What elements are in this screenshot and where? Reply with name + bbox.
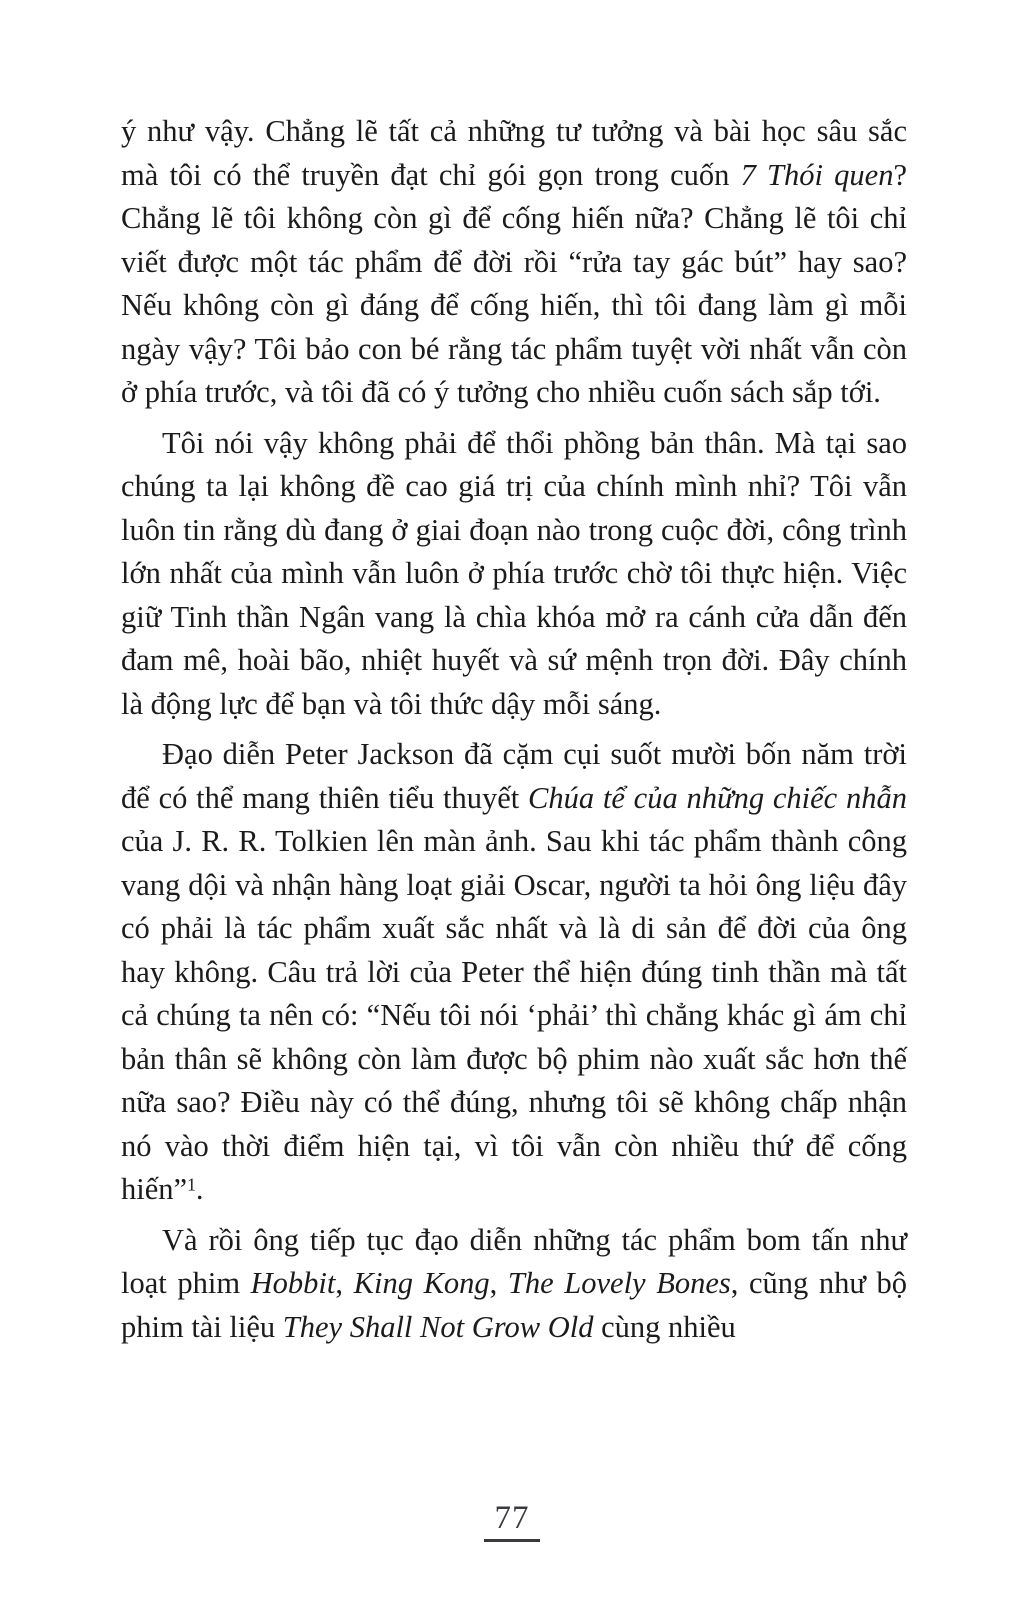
- text-run: Và rồi ông tiếp tục đạo diễn những tác phẩm bom tấn như loạt phim: [121, 1222, 907, 1300]
- text-run: ý như vậy. Chẳng lẽ tất cả những tư tưởng và bài học sâu sắc mà tôi có thể truyền đạt chỉ gói gọn trong cuốn: [121, 114, 907, 192]
- italic-title-run: Hobbit: [250, 1266, 336, 1300]
- body-text: [121, 110, 907, 1349]
- page-footer: [0, 1500, 1024, 1542]
- text-run: , cũng như bộ phim tài liệu: [121, 1266, 908, 1344]
- text-run: ,: [335, 1266, 354, 1300]
- text-run: Đạo diễn Peter Jackson đã cặm cụi suốt mười bốn năm trời để có thể mang thiên tiểu thuyết: [121, 737, 907, 815]
- paragraph-1: [121, 110, 907, 415]
- footer-rule: [484, 1539, 540, 1542]
- italic-title-run: 7 Thói quen: [740, 157, 894, 192]
- text-run: ,: [489, 1266, 508, 1300]
- text-run: Tôi nói vậy không phải để thổi phồng bản thân. Mà tại sao chúng ta lại không đề cao giá trị của chính mình nhỉ? Tôi vẫn luôn tin rằng dù đang ở giai đoạn nào trong cuộc đời, công trình lớn nhất của mình vẫn luôn ở phía trước chờ tôi thực hiện. Việc giữ Tinh thần Ngân vang là chìa khóa mở ra cánh cửa dẫn đến đam mê, hoài bão, nhiệt huyết và sứ mệnh trọn đời. Đây chính là động lực để bạn và tôi thức dậy mỗi sáng.: [121, 425, 907, 721]
- text-run: của J. R. R. Tolkien lên màn ảnh. Sau khi tác phẩm thành công vang dội và nhận hàng loạt giải Oscar, người ta hỏi ông liệu đây có phải là tác phẩm xuất sắc nhất và là di sản để đời của ông hay không. Câu trả lời của Peter thể hiện đúng tinh thần mà tất cả chúng ta nên có: “Nếu tôi nói ‘phải’ thì chẳng khác gì ám chỉ bản thân sẽ không còn làm được bộ phim nào xuất sắc hơn thế nữa sao? Điều này có thể đúng, nhưng tôi sẽ không chấp nhận nó vào thời điểm hiện tại, vì tôi vẫn còn nhiều thứ để cống hiến”: [121, 824, 907, 1206]
- paragraph-2: [121, 422, 907, 727]
- italic-title-run: The Lovely Bones: [507, 1266, 731, 1300]
- italic-title-run: King Kong: [353, 1266, 490, 1300]
- paragraph-4: [121, 1219, 907, 1350]
- italic-title-run: They Shall Not Grow Old: [282, 1309, 594, 1344]
- italic-title-run: Chúa tể của những chiếc nhẫn: [528, 780, 907, 815]
- paragraph-3: [121, 733, 907, 1212]
- footnote-marker: 1: [187, 1174, 196, 1195]
- text-run: ? Chẳng lẽ tôi không còn gì để cống hiến nữa? Chẳng lẽ tôi chỉ viết được một tác phẩm để đời rồi “rửa tay gác bút” hay sao? Nếu không còn gì đáng để cống hiến, thì tôi đang làm gì mỗi ngày vậy? Tôi bảo con bé rằng tác phẩm tuyệt vời nhất vẫn còn ở phía trước, và tôi đã có ý tưởng cho nhiều cuốn sách sắp tới.: [121, 157, 907, 409]
- text-run: cùng nhiều: [593, 1309, 736, 1344]
- text-run: .: [195, 1172, 204, 1206]
- page-number: 77: [494, 1500, 530, 1536]
